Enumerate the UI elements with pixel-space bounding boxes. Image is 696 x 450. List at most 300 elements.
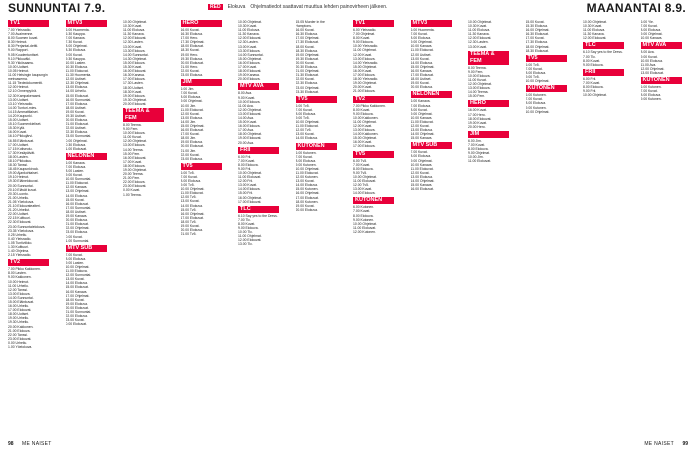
program-listing: 12.00 Kuvat. [180, 111, 200, 116]
program-listing: 10.00 Tlc. [238, 230, 253, 235]
program-listing: 1.30 Kulttuuri. [8, 244, 29, 249]
channel-heading: TLC [583, 42, 624, 49]
program-listing: 10.00 Elokuva. [468, 73, 491, 78]
program-listing: 12.00 Ohjelmat. [238, 107, 262, 112]
program-listing: 20.00 Elokuvat. [123, 101, 147, 106]
program-listing: 11.00 Elokuvat. [65, 181, 89, 186]
program-listing: 18.30 Elokuva. [295, 48, 318, 53]
program-listing: 17.30 Ohjelmat. [180, 40, 205, 45]
program-listing: 9.00 Kutonen. [295, 162, 317, 167]
program-listing: 11.00 Ohjelmat. [238, 234, 262, 239]
program-listing: 10.00 Ohjelmat. [353, 221, 377, 226]
program-listing: 0.25 Urheilu. [8, 232, 28, 237]
program-listing: 9.00 Kuvat. [65, 173, 83, 178]
program-listing: 8.00 Ava. [640, 50, 655, 55]
program-listing: 10.00 Ohjelmat. [353, 174, 377, 179]
program-listing: 18.00 Elokuva. [123, 163, 146, 168]
program-listing: 13.00 Elokuva. [410, 128, 433, 133]
program-listing: 12.00 Uutiset. [65, 77, 87, 82]
page-header [0, 0, 696, 16]
program-listing: 15.00 Kuvat. [65, 197, 85, 202]
program-listing: 6.00 Kutonen. [295, 150, 317, 155]
program-listing: 23.00 Sunnuntai. [65, 134, 92, 139]
program-listing: 8.00 Elokuva. [583, 85, 604, 90]
program-listing: 10.00 Ohjelmat. [468, 20, 492, 24]
program-listing: 18.00 Uutiset. [410, 77, 432, 82]
program-listing: 10.00 Ohjelmat. [238, 20, 262, 24]
channel-heading: KUTONEN [526, 85, 567, 92]
program-listing: 14.00 Elokuva. [65, 281, 88, 286]
program-listing: 12.00 Kuvat. [410, 123, 430, 128]
program-listing: 16.00 Sunnuntai. [65, 97, 92, 102]
legend [208, 4, 387, 10]
program-listing: 1.00 Elokuvat. [65, 146, 87, 151]
program-listing: 13.00 Elokuva. [8, 291, 31, 296]
program-listing: 14.00 Yleisradio. [353, 60, 379, 65]
program-listing: 9.00 Ohjelmat. [640, 32, 663, 37]
channel-heading: NELONEN [411, 91, 452, 98]
program-listing: 11.00 Ohjelmat. [353, 48, 377, 53]
program-listing: 18.30 Elokuvat. [525, 48, 549, 53]
program-listing: 13.00 Kuvat. [123, 44, 143, 49]
program-listing: 10.00 Ohjelmat. [238, 171, 262, 175]
program-listing: 9.00 Ohjelmat. [180, 99, 203, 104]
program-listing: 16.55 Eläinkuvat. [8, 138, 35, 143]
program-listing: 21.00 Ohjelmat. [295, 69, 320, 74]
page-number-right: 99 [682, 441, 688, 447]
program-listing: 18.00 Uutiset. [65, 209, 87, 214]
program-listing: 14.20 Kaupunki. [8, 113, 33, 118]
program-listing: 7.00 Kuvat. [640, 89, 658, 94]
program-listing: 9.00 Elokuva. [353, 111, 374, 116]
program-listing: 13.00 Kuvat. [238, 183, 258, 188]
program-listing: 12.00 Kanava. [65, 185, 88, 190]
program-listing: 18.00 Elokuvat. [238, 69, 262, 74]
schedule-column [468, 20, 509, 436]
program-listing: 9.00 Frii. [238, 166, 252, 171]
program-listing: 15.30 Elokuva. [525, 24, 548, 29]
program-listing: 13.00 Kuvat. [468, 44, 488, 49]
program-listing: 17.00 Elokuva. [65, 101, 88, 106]
program-listing: 6.10 Say yes to the Dress. [238, 213, 278, 218]
program-listing: 21.00 Fem. [123, 176, 141, 181]
program-listing: 18.00 Elokuvat. [468, 116, 492, 121]
program-listing: 8.00 Kuvat. [410, 107, 428, 112]
program-listing: 8.00 Elokuva. [353, 213, 374, 218]
program-listing: 7.00 Pikku Kakkonen. [353, 103, 386, 108]
program-listing: 16.00 Kanava. [410, 68, 433, 73]
program-listing: 22.30 Elokuva. [65, 130, 88, 135]
program-listing: 19.00 Ohjelmat. [353, 81, 377, 86]
program-listing: 0.30 Elokuva. [65, 142, 87, 147]
program-listing: 18.00 Uutiset. [65, 105, 87, 110]
program-listing: 18.00 Tv5. [180, 219, 197, 224]
program-listing: 7.00 Kuvat. [353, 209, 371, 214]
program-listing: 8.00 Elokuva. [525, 70, 547, 75]
program-listing: 12.30 Kampakeraami. [8, 93, 42, 98]
program-listing: 11.30 Kanava. [468, 32, 490, 37]
program-listing: 14.00 Teema. [123, 147, 144, 152]
program-listing: 10.30 Kuvat. [468, 24, 488, 29]
program-listing: 10.30 Elokuva. [65, 64, 88, 69]
program-listing: 10.00 Ohjelmat. [295, 166, 320, 171]
program-listing: 7.00 Tlc. [583, 54, 596, 59]
program-listing: 6.00 Huomenta. [410, 28, 435, 32]
program-listing: 14.00 Elokuva. [295, 183, 318, 188]
program-listing: 0.00 Elokuvat. [65, 322, 87, 327]
program-listing: 6.00 Tv5. [295, 103, 310, 108]
channel-heading: TV5 [526, 55, 567, 62]
program-listing: 20.00 Elokuvat. [180, 144, 204, 149]
channel-heading: MTV3 [66, 20, 107, 27]
program-listing: 14.00 Elokuva. [180, 203, 203, 208]
program-listing: 6.00 Jim. [468, 138, 482, 143]
program-listing: 19.30 Ohjelmat. [123, 97, 147, 102]
program-listing: 14.00 Jim. [180, 119, 197, 124]
program-listing: 11.00 Ava. [238, 103, 254, 108]
program-listing: 17.00 Elokuvat. [238, 199, 262, 204]
program-listing: 9.30 Kauppa. [65, 56, 86, 61]
program-listing: 13.30 Elokuva. [238, 48, 261, 53]
program-listing: 6.00 Yleisradio. [353, 28, 377, 32]
program-listing: 7.00 Yleisradio. [8, 28, 32, 32]
program-listing: 12.10 Onnenpyörä. [8, 89, 38, 94]
program-listing: 9.00 Frii. [583, 89, 597, 94]
program-listing: 11.00 Elokuva. [123, 28, 146, 33]
program-listing: 19.00 Kanava. [65, 214, 88, 219]
channel-heading: MTV AVA [238, 83, 279, 90]
program-listing: 15.00 Kanava. [410, 136, 433, 141]
program-listing: 10.00 Uutiset. [8, 64, 29, 69]
program-listing: 6.00 Kanava. [410, 99, 431, 104]
program-listing: 14.00 Sunnuntai. [238, 52, 264, 57]
schedule-column [353, 20, 394, 436]
program-listing: 20.00 Teema. [123, 172, 144, 177]
program-listing: 10.00 Elokuva. [123, 131, 146, 136]
program-listing: 14.00 Teema. [468, 90, 489, 95]
program-listing: 14.00 Elokuva. [353, 191, 376, 196]
program-listing: 14.00 Kakkonen. [353, 132, 379, 137]
program-listing: 7.00 Kuvat. [295, 107, 313, 112]
program-listing: 1.00 Teema. [123, 192, 142, 197]
program-listing: 1.40 Ohjelma. [8, 249, 30, 254]
program-listing: 13.00 Ohjelmat. [65, 189, 90, 194]
program-listing: 16.00 Elokuvat. [123, 155, 147, 160]
channel-heading: TV1 [353, 20, 394, 27]
program-listing: 8.00 Teema. [123, 122, 142, 127]
program-listing: 11.00 Elokuvat. [180, 191, 204, 196]
program-listing: 22.00 Uutiset. [65, 126, 87, 131]
program-listing: 19.30 Elokuvat. [295, 56, 319, 61]
program-listing: 11.30 Kanava. [583, 32, 605, 37]
program-listing: 10.00 Jim. [180, 103, 197, 108]
program-listing: 9.00 Tv5. [353, 170, 368, 175]
program-listing: 13.00 Elokuva. [180, 115, 203, 120]
program-listing: 17.30 Elokuva. [525, 40, 548, 45]
program-listing: 8.00 Lasten. [65, 169, 85, 173]
program-listing: 17.00 Hero. [180, 36, 199, 41]
program-listing: 12.00 Elokuvat. [583, 36, 607, 41]
publication-name-left: ME NAISET [22, 441, 52, 447]
program-listing: 9.00 Elokuva. [583, 62, 604, 67]
program-listing: 0.00 Kuvat. [65, 234, 83, 239]
program-listing: 23.00 Kuvat. [65, 318, 85, 323]
program-listing: 16.00 Elokuvat. [65, 201, 89, 206]
program-listing: 9.00 Ohjelmat. [410, 158, 433, 163]
program-listing: 8.00 Teema. [468, 65, 487, 70]
program-listing: 20.30 Elokuva. [295, 65, 318, 70]
program-listing: 17.00 Elokuvat. [8, 308, 32, 313]
program-listing: 8.30 Heimot. [8, 40, 28, 45]
program-listing: 15.00 Ohjelmat. [353, 136, 377, 141]
program-listing: 7.00 Avaimenne. [8, 32, 34, 37]
program-listing: 7.00 Kuvat. [583, 80, 601, 85]
program-listing: 17.00 Elokuvat. [295, 195, 319, 200]
program-listing: 23.00 Elokuva. [180, 73, 203, 78]
program-listing: 8.00 Ava. [238, 91, 253, 96]
program-listing: 6.30 Kauppa. [65, 32, 86, 37]
channel-heading: TV1 [8, 20, 49, 27]
program-listing: 17.00 Kuvat. [238, 65, 258, 70]
program-listing: 12.30 Lasten. [238, 40, 259, 45]
program-listing: 20.00 Elokuvat. [180, 60, 204, 65]
program-listing: 13.10 Yleisradio. [8, 101, 34, 106]
channel-heading: TEEMA & FEM [123, 108, 164, 122]
schedule-column [526, 20, 567, 436]
program-listing: 10.00 Elokuva. [640, 58, 663, 63]
program-listing: 15.00 Ohjelmat. [238, 56, 262, 61]
program-listing: 13.00 Kuvat. [238, 44, 258, 49]
channel-heading: KUTONEN [296, 143, 337, 150]
program-listing: 6.00 Kutonen. [640, 85, 662, 90]
program-listing: 1.05 Tuntiviikko. [8, 240, 33, 245]
program-listing: 15.00 Kanava. [410, 183, 433, 188]
program-listing: 8.00 Kuvat. [583, 58, 601, 63]
schedule-column [123, 20, 164, 436]
program-listing: 10.00 Ohjelmat. [123, 20, 147, 24]
program-listing: 9.05 Kuudentuntiset. [8, 52, 40, 57]
program-listing: 7.00 Kuvat. [410, 32, 428, 37]
program-listing: 12.00 Heimot. [8, 85, 30, 90]
program-listing: 8.00 Elokuva. [65, 256, 87, 261]
program-listing: 12.00 Tv5. [295, 128, 312, 133]
program-listing: 15.10 Suomenkieliset. [8, 122, 42, 127]
program-listing: 19.00 Elokuva. [65, 301, 88, 306]
program-listing: 7.00 Ohjelmat. [353, 32, 376, 37]
program-listing: 0.00 Urheilu. [8, 340, 28, 345]
program-listing: 23.30 Elokuvat. [295, 89, 319, 94]
program-listing: 7.00 Kuvat. [525, 66, 543, 71]
program-listing: 20.00 Elokuva. [180, 228, 203, 233]
program-listing: 14.30 Ohjelmat. [123, 56, 147, 61]
program-listing: 13.00 Elokuva. [65, 85, 88, 90]
program-listing: 7.00 Kuvat. [353, 162, 371, 167]
program-listing: 20.00 Elokuvat. [65, 305, 89, 310]
channel-heading: TV5 [181, 163, 222, 170]
program-listing: 16.10 Pikkujärvi. [8, 134, 33, 139]
program-listing: 14.00 Elokuva. [65, 193, 88, 198]
program-listing: 8.00 Elokuva. [525, 101, 547, 106]
program-listing: 11.00 Elokuvat. [410, 166, 434, 171]
program-listing: 21.00 Urheilu. [8, 195, 30, 200]
program-listing: 21.00 Elokuvat. [65, 222, 89, 227]
program-listing: 15.00 Kutonen. [295, 187, 319, 192]
program-listing: 23.00 Elokuva. [65, 230, 88, 235]
program-listing: 20.00 Sunnuntai. [8, 183, 34, 188]
program-listing: 17.00 Ohjelmat. [65, 293, 90, 298]
program-listing: 8.00 Elokuva. [180, 179, 202, 183]
program-listing: 16.00 Urheilu. [8, 304, 30, 309]
program-listing: 21.30 Elokuvat. [295, 73, 319, 78]
program-listing: 9.00 Tv5. [525, 75, 540, 80]
program-listing: 14.00 Ohjelmat. [410, 179, 435, 183]
schedule-column [583, 20, 624, 436]
program-listing: 16.00 Kuvat. [180, 28, 200, 32]
channel-heading: MTV SUB [411, 142, 452, 149]
program-listing: 20.00 Elokuva. [410, 85, 433, 90]
program-listing: 23.00 Ohjelmat. [295, 85, 320, 90]
program-listing: 22.00 Ohjelmat. [65, 226, 90, 231]
program-listing: 18.10 Pikkukuu. [8, 159, 33, 163]
program-listing: 18.30 Kuvat. [123, 89, 143, 94]
program-listing: 16.30 Elokuvat. [525, 32, 549, 37]
program-listing: 12.00 Kuvat. [353, 52, 373, 57]
program-listing: 15.00 Fem. [468, 94, 486, 99]
program-listing: 12.00 Elokuvat. [238, 238, 262, 243]
program-listing: 21.00 Hero. [180, 64, 199, 69]
program-listing: 20.00 Ava. [238, 140, 254, 145]
program-listing: 7.00 Tlc. [238, 217, 251, 222]
program-listing: 19.00 Urheilu. [8, 316, 30, 321]
channel-heading: FRII [583, 69, 624, 76]
program-listing: 18.00 Jim. [180, 136, 197, 141]
program-listing: 11.00 Elokuvat. [180, 107, 204, 112]
program-listing: 11.00 Elokuvat. [295, 124, 319, 129]
program-listing: 9.00 Tv5. [180, 183, 195, 188]
program-listing: 8.00 Elokuva. [410, 36, 432, 41]
program-listing: 18.00 Lasten. [8, 154, 29, 159]
program-listing: 17.00 Kuvat. [525, 36, 545, 41]
program-listing: 18.00 Kuvat. [295, 44, 315, 49]
program-listing: 12.30 Lasten. [123, 40, 144, 45]
program-listing: 17.00 Elokuva. [353, 144, 376, 149]
program-listing: 12.00 Ohjelmat. [468, 82, 492, 87]
channel-heading: KUTONEN [353, 197, 394, 204]
program-listing: 14.00 Urheilu. [65, 89, 87, 94]
program-listing: 17.00 Sunnuntai. [65, 205, 92, 210]
program-listing: 11.00 Elokuvat. [410, 48, 434, 53]
schedule-column [8, 20, 49, 436]
program-listing: 20.00 Kuvat. [353, 85, 373, 90]
program-listing: 16.00 Ohjelmat. [525, 28, 550, 33]
program-listing: 9.00 Kutonen. [525, 105, 547, 110]
program-listing: 19.30 Elokuva. [180, 56, 203, 61]
program-listing: 15.00 Frii. [238, 191, 254, 196]
program-listing: 12.00 Elokuvat. [123, 36, 147, 41]
program-listing: 19.00 Kuvat. [180, 224, 200, 229]
program-listing: 17.00 Elokuvat. [410, 73, 434, 78]
program-listing: 10.30 Kuvat. [238, 24, 258, 29]
program-listing: 9.00 Kakkonen. [8, 275, 32, 280]
program-listing: 11.00 Elokuvat. [410, 119, 434, 124]
program-listing: 7.00 Kanava. [65, 36, 86, 41]
program-listing: 20.00 Kakkonen. [8, 324, 34, 329]
program-listing: 12.00 Ohjelmat. [640, 66, 665, 71]
program-listing: 22.30 Elokuva. [295, 81, 318, 86]
program-listing: 16.00 Kuvat. [353, 68, 373, 73]
program-listing: 22.00 Elokuva. [123, 180, 146, 185]
program-listing: 13.30 Elokuva. [123, 48, 146, 53]
program-listing: 8.30 Perjantai-deitti. [8, 44, 39, 49]
program-listing: 13.00 Elokuva. [353, 128, 376, 133]
program-listing: 12.30 Lasten. [468, 40, 489, 45]
page-number-left: 98 [8, 441, 14, 447]
program-listing: 10.00 Kanava. [410, 162, 433, 167]
day-title-left: SUNNUNTAI 7.9. [8, 1, 106, 15]
program-listing: 10.00 Jim. [468, 155, 484, 160]
program-listing: 14.00 Ohjelmat. [410, 132, 435, 137]
channel-heading: MTV AVA [641, 42, 682, 49]
program-listing: 8.00 Kuvat. [353, 107, 371, 112]
program-listing: 19.00 Ohjelmat. [123, 168, 147, 172]
program-listing: 12.00 Tv5. [180, 195, 197, 200]
program-listing: 16.30 Elokuva. [180, 32, 203, 37]
program-listing: 12.00 Elokuvat. [468, 36, 492, 41]
program-listing: 18.00 Uutiset. [123, 85, 144, 90]
program-listing: 16.00 Kuvat. [468, 108, 488, 113]
program-listing: 16.00 Kuvat. [295, 28, 315, 33]
program-listing: 8.00 Ohjelmat. [65, 44, 88, 49]
channel-heading: FRII [238, 147, 279, 154]
program-listing: 22.00 Kuvat. [180, 68, 200, 73]
program-listing: 7.00 Elokuva. [410, 103, 432, 108]
program-listing: 19.00 Elokuvat. [238, 136, 262, 141]
program-listing: 20.00 Elokuva. [65, 218, 88, 223]
program-listing: 15.30 Kylä. [8, 126, 25, 131]
program-listing: 18.00 Elokuvat. [180, 44, 204, 49]
program-listing: 6.00 Kutonen. [525, 93, 547, 98]
program-listing: 7.00 Kuvat. [525, 97, 543, 102]
channel-heading: TV5 [353, 151, 394, 158]
program-listing: 10.05 Heimot. [8, 68, 30, 73]
program-listing: 15.00 Kuvat. [238, 120, 258, 125]
program-listing: 12.00 Elokuvat. [238, 36, 262, 41]
program-listing: 10.00 Heimot. [8, 279, 30, 284]
channel-heading: HERO [468, 100, 509, 107]
program-listing: 19.00 Elokuva. [180, 140, 203, 145]
program-listing: 15.00 Ohjelmat. [410, 64, 435, 69]
program-listing: 20.00 Elokuva. [65, 118, 88, 123]
program-listing: 16.00 Elokuvat. [123, 69, 147, 74]
program-listing: 9.00 Kuvat. [640, 54, 658, 59]
schedule-column [66, 20, 107, 436]
program-listing: 7.00 Kuvat. [295, 154, 313, 159]
program-listing: 9.00 Lasten. [65, 260, 85, 265]
schedule-column [411, 20, 452, 436]
program-listing: 17.00 Ava. [238, 128, 254, 133]
channel-heading: HERO [181, 20, 222, 27]
program-listing: 17.00 Elokuva. [123, 77, 146, 82]
program-listing: 9.30 Ykkösaamu. [8, 60, 35, 65]
program-listing: 21.00 Elokuvat. [65, 122, 89, 127]
program-listing: 6.10 Say yes to the Dress. [583, 50, 623, 55]
program-listing: 11.00 Elokuvat. [353, 179, 377, 183]
program-listing: 2.15 Yleisradio. [8, 253, 32, 258]
program-listing: 18.00 Ohjelmat. [238, 132, 262, 137]
program-listing: 9.00 Ohjelmat. [468, 151, 491, 156]
program-listing: 18.30 Kuvat. [180, 48, 200, 53]
program-listing: 11.00 Elokuva. [65, 269, 88, 274]
